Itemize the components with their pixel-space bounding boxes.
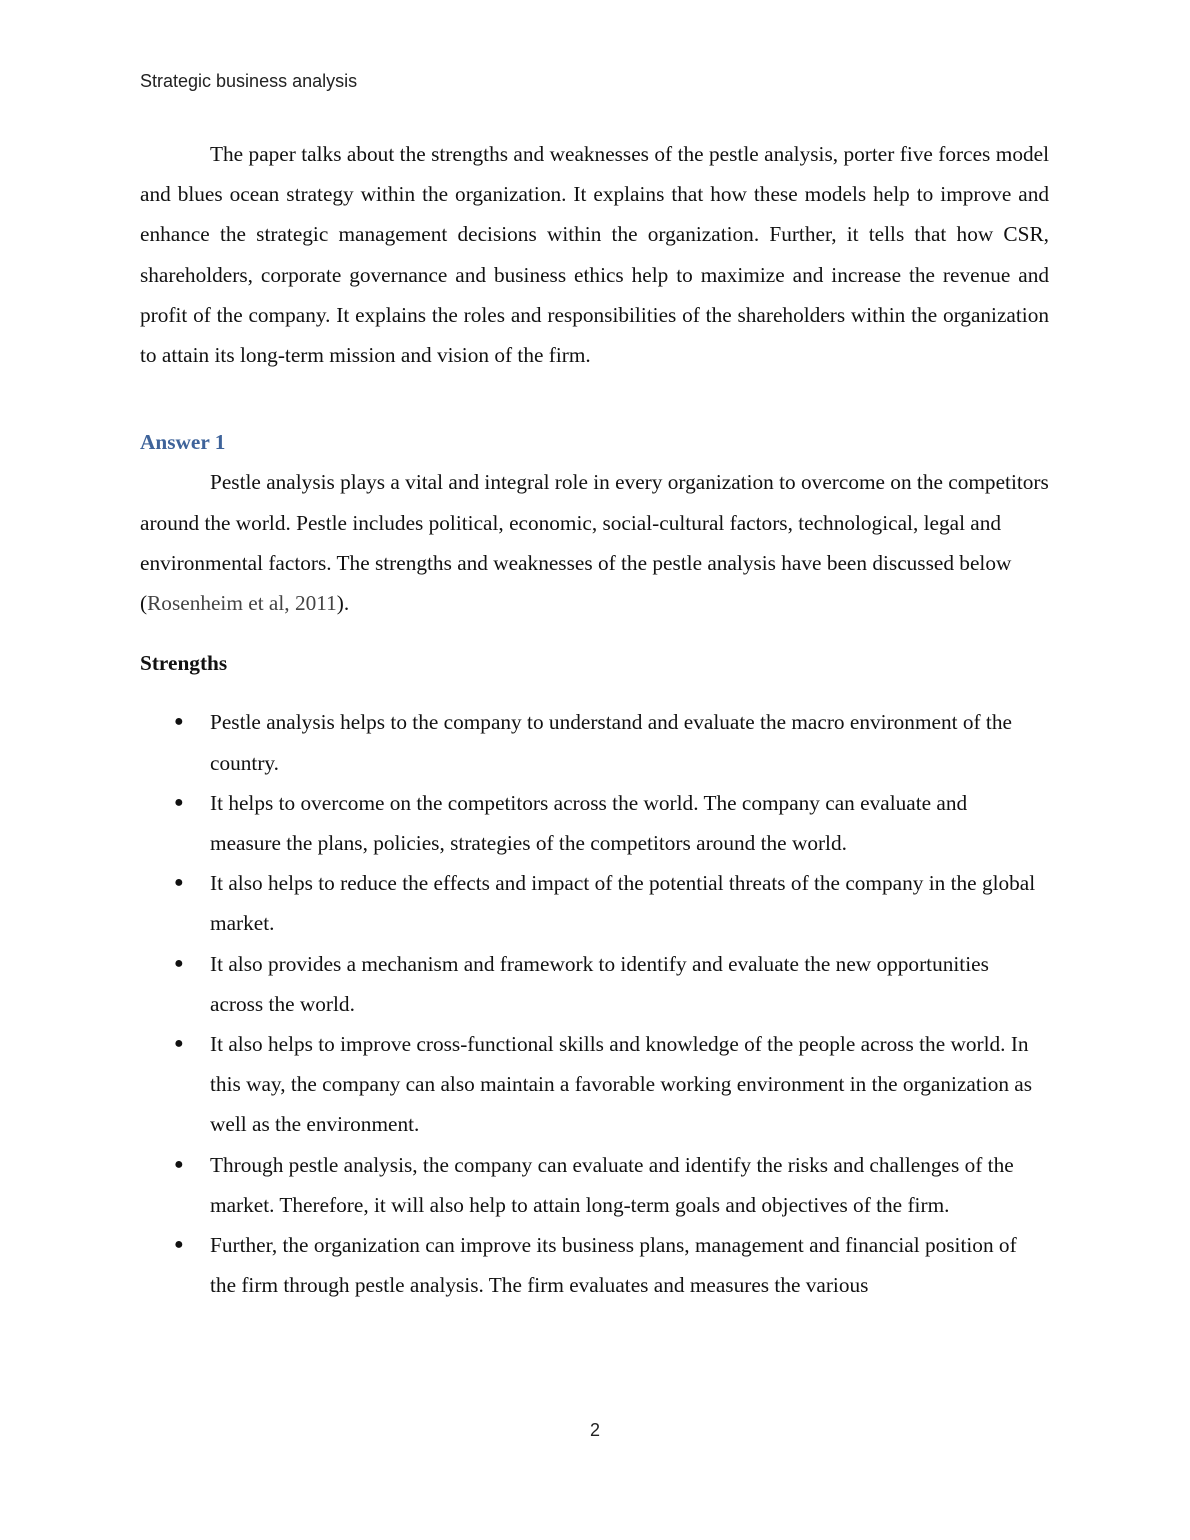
paragraph-text: Pestle analysis plays a vital and integral role in every organization to overcome on the competitors around the world. Pestle includes political, economic, social-cultural factors, technological, legal and environmental factors. The strengths and weaknesses of the pestle analysis have been discussed below ( [140, 470, 1049, 616]
list-item [140, 1225, 1049, 1305]
document-body [140, 134, 1049, 1305]
list-item-text: It also helps to reduce the effects and impact of the potential threats of the company in the global market. [210, 871, 1036, 936]
answer-1-paragraph [140, 462, 1049, 623]
list-item-text: It also helps to improve cross-functional skills and knowledge of the people across the world. In this way, the company can also maintain a favorable working environment in the organization as well as the environment. [210, 1032, 1033, 1137]
list-item-text: It also provides a mechanism and framework to identify and evaluate the new opportunities across the world. [210, 951, 989, 1016]
bullet-icon: ● [174, 1236, 184, 1254]
page-header: Strategic business analysis [140, 71, 358, 91]
list-item [140, 863, 1049, 943]
bullet-icon: ● [174, 793, 184, 811]
bullet-icon: ● [174, 1035, 184, 1053]
list-item [140, 702, 1049, 782]
list-item [140, 1145, 1049, 1225]
bullet-icon: ● [174, 713, 184, 731]
list-item-text: Pestle analysis helps to the company to understand and evaluate the macro environment of the country. [210, 710, 1012, 775]
bullet-icon: ● [174, 1155, 184, 1173]
list-item [140, 783, 1049, 863]
intro-paragraph: The paper talks about the strengths and weaknesses of the pestle analysis, porter five forces model and blues ocean strategy within the organization. It explains that how these models help to improve and enhance the strategic management decisions within the organization. Further, it tells that how CSR, shareholders, corporate governance and business ethics help to maximize and increase the revenue and profit of the company. It explains the roles and responsibilities of the shareholders within the organization to attain its long-term mission and vision of the firm. [140, 142, 1049, 368]
list-item-text: Further, the organization can improve its business plans, management and financial position of the firm through pestle analysis. The firm evaluates and measures the various [210, 1233, 1017, 1298]
bullet-icon: ● [174, 954, 184, 972]
strengths-heading: Strengths [140, 651, 228, 676]
bullet-icon: ● [174, 874, 184, 892]
page-number: 2 [589, 1420, 600, 1440]
citation: Rosenheim et al, 2011 [147, 591, 337, 616]
list-item-text: Through pestle analysis, the company can evaluate and identify the risks and challenges of the market. Therefore, it will also help to attain long-term goals and objectives of the firm. [210, 1152, 1014, 1217]
list-item-text: It helps to overcome on the competitors across the world. The company can evaluate and measure the plans, policies, strategies of the competitors around the world. [210, 790, 968, 856]
list-item [140, 1024, 1049, 1145]
answer-1-heading: Answer 1 [140, 430, 226, 455]
paragraph-end: ). [336, 591, 350, 616]
strengths-list [140, 702, 1049, 1305]
list-item [140, 944, 1049, 1024]
